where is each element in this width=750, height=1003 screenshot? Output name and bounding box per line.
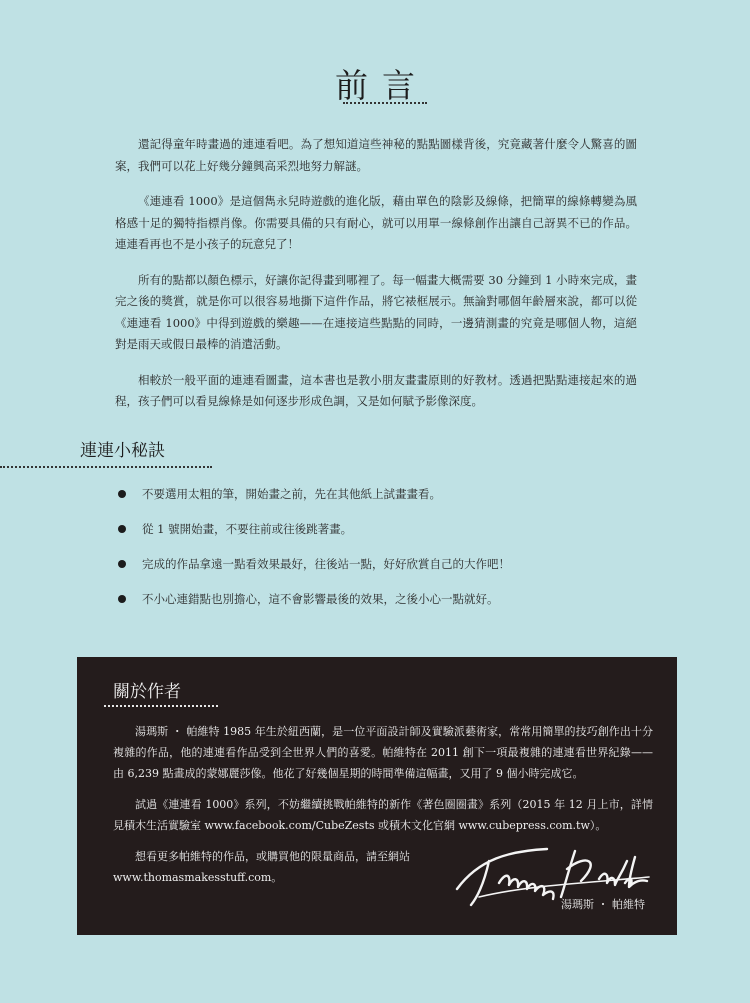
author-divider (104, 705, 218, 707)
list-item (118, 486, 658, 503)
list-item (118, 521, 658, 538)
author-heading: 關於作者 (113, 682, 181, 702)
tips-divider (0, 466, 212, 468)
about-author-box (77, 657, 677, 935)
bullet-icon (118, 595, 126, 603)
bullet-icon (118, 525, 126, 533)
title-divider (343, 102, 427, 104)
tips-heading: 連連小秘訣 (80, 441, 165, 461)
preface-paragraph: 《連連看 1000》是這個雋永兒時遊戲的進化版，藉由單色的陰影及線條，把簡單的線條轉變為風格感十足的獨特指標肖像。你需要具備的只有耐心，就可以用單一線條創作出讓自己訝異不已的作品。連連看再也不是小孩子的玩意兒了！ (115, 194, 637, 251)
bullet-icon (118, 490, 126, 498)
author-paragraph: 湯瑪斯 ・ 帕維特 1985 年生於紐西蘭，是一位平面設計師及實驗派藝術家，常常用簡單的技巧創作出十分複雜的作品，他的連連看作品受到全世界人們的喜愛。帕維特在 2011 創下一項最複雜的連連看世界紀錄——由 6,239 點畫成的蒙娜麗莎像。他花了好幾個星期的時間準備這幅畫，又用了 9 個小時完成它。 (113, 725, 653, 780)
list-item (118, 556, 658, 573)
signature-name: 湯瑪斯 ・ 帕維特 (561, 898, 645, 911)
website-link[interactable]: www.thomasmakesstuff.com。 (113, 871, 283, 884)
page-title: 前言 (335, 66, 429, 105)
author-paragraph: 想看更多帕維特的作品，或購買他的限量商品，請至網站 (135, 850, 410, 863)
bullet-icon (118, 560, 126, 568)
list-item (118, 591, 658, 608)
tip-text: 完成的作品拿遠一點看效果最好，往後站一點，好好欣賞自己的大作吧！ (142, 557, 510, 571)
author-paragraph: 試過《連連看 1000》系列，不妨繼續挑戰帕維特的新作《著色圈圈畫》系列（2015 年 12 月上市，詳情見積木生活實驗室 www.facebook.com/CubeZests 或積木文化官網 www.cubepress.com.tw）。 (113, 798, 653, 832)
tip-text: 從 1 號開始畫，不要往前或往後跳著畫。 (142, 522, 353, 536)
tip-text: 不要選用太粗的筆，開始畫之前，先在其他紙上試畫畫看。 (142, 487, 441, 501)
preface-section (115, 134, 637, 427)
preface-paragraph: 所有的點都以顏色標示，好讓你記得畫到哪裡了。每一幅畫大概需要 30 分鐘到 1 小時來完成，畫完之後的獎賞，就是你可以很容易地撕下這件作品，將它裱框展示。無論對哪個年齡層來說，都可以從《連連看 1000》中得到遊戲的樂趣——在連接這些點點的同時，一邊猜測畫的究竟是哪個人物，這絕對是雨天或假日最棒的消遣活動。 (115, 272, 637, 351)
preface-paragraph: 相較於一般平面的連連看圖畫，這本書也是教小朋友畫畫原則的好教材。透過把點點連接起來的過程，孩子們可以看見線條是如何逐步形成色調，又是如何賦予影像深度。 (115, 372, 637, 408)
preface-paragraph: 還記得童年時畫過的連連看吧。為了想知道這些神秘的點點圖樣背後，究竟藏著什麼令人驚喜的圖案，我們可以花上好幾分鐘興高采烈地努力解謎。 (115, 137, 637, 173)
tip-text: 不小心連錯點也別擔心，這不會影響最後的效果，之後小心一點就好。 (142, 592, 499, 606)
tips-list (118, 486, 658, 626)
